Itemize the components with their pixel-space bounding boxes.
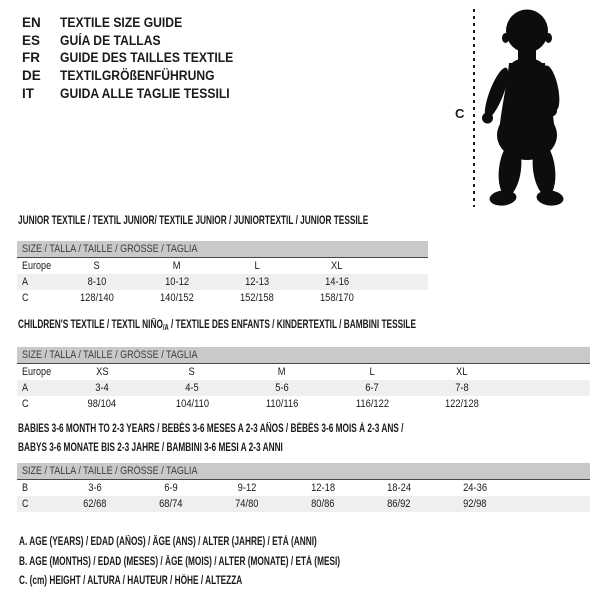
table-row-height xyxy=(17,290,428,306)
table-row-europe xyxy=(17,364,590,381)
junior-table-title: JUNIOR TEXTILE / TEXTIL JUNIOR/ TEXTILE JUNIOR / JUNIORTEXTIL / JUNIOR TESSILE xyxy=(18,215,369,227)
size-value: 12-18 xyxy=(311,482,335,494)
size-value: 116/122 xyxy=(355,398,389,410)
size-cell xyxy=(237,364,327,381)
children-title-text: CHILDREN'S TEXTILE / TEXTIL NIÑO xyxy=(18,319,163,331)
language-title: GUIDA ALLE TAGLIE TESSILI xyxy=(60,85,230,101)
baby-silhouette-icon xyxy=(478,7,574,209)
size-value: S xyxy=(188,366,196,378)
size-value: 24-36 xyxy=(463,482,487,494)
size-cell xyxy=(217,290,297,306)
row-label: C xyxy=(22,292,29,304)
row-label-cell xyxy=(17,258,57,275)
size-value: 12-13 xyxy=(245,276,269,288)
filler-cell xyxy=(513,480,590,497)
filler-cell xyxy=(513,496,590,512)
language-code: EN xyxy=(22,15,41,31)
junior-size-table xyxy=(17,241,428,306)
language-title: GUÍA DE TALLAS xyxy=(60,32,161,48)
babies-table-title xyxy=(18,420,403,458)
size-value: 6-9 xyxy=(164,482,178,494)
size-value: 80/86 xyxy=(311,498,335,510)
language-code: ES xyxy=(22,32,41,48)
language-row-en xyxy=(22,14,253,32)
size-cell xyxy=(147,380,237,396)
language-row-es xyxy=(22,32,253,50)
size-cell xyxy=(137,258,217,275)
filler-cell xyxy=(377,258,428,275)
size-cell xyxy=(237,380,327,396)
size-cell xyxy=(137,274,217,290)
babies-title-line2: BABYS 3-6 MONATE BIS 2-3 JAHRE / BAMBINI 3-6 MESI A 2-3 ANNI xyxy=(18,442,283,454)
size-cell xyxy=(57,480,133,497)
size-header-row xyxy=(17,347,590,364)
size-header-text: SIZE / TALLA / TAILLE / GRÖSSE / TAGLIA xyxy=(22,349,198,361)
size-value: 6-7 xyxy=(365,382,379,394)
size-cell xyxy=(209,496,285,512)
language-title: GUIDE DES TAILLES TEXTILE xyxy=(60,50,234,66)
size-value: 3-4 xyxy=(95,382,109,394)
table-row-europe xyxy=(17,258,428,275)
size-value: XS xyxy=(95,366,109,378)
language-code: DE xyxy=(22,68,41,84)
row-label: C xyxy=(22,498,29,510)
size-value: 68/74 xyxy=(159,498,183,510)
legend-block xyxy=(19,533,465,592)
size-value: 92/98 xyxy=(463,498,487,510)
size-header-bar xyxy=(17,463,590,480)
row-label: A xyxy=(22,382,29,394)
size-cell xyxy=(147,364,237,381)
size-cell xyxy=(147,396,237,412)
height-measure-label: C xyxy=(455,106,465,121)
size-cell xyxy=(57,496,133,512)
row-label-cell xyxy=(17,274,57,290)
size-cell xyxy=(361,496,437,512)
size-value: 62/68 xyxy=(83,498,107,510)
size-cell xyxy=(417,364,507,381)
size-cell xyxy=(209,480,285,497)
size-cell xyxy=(297,258,377,275)
legend-line-a: A. AGE (YEARS) / EDAD (AÑOS) / ÂGE (ANS) / ALTER (JAHRE) / ETÀ (ANNI) xyxy=(19,536,317,548)
size-value: 158/170 xyxy=(320,292,354,304)
size-cell xyxy=(133,480,209,497)
size-value: 98/104 xyxy=(87,398,117,410)
size-value: L xyxy=(369,366,375,378)
size-cell xyxy=(57,364,147,381)
size-value: XL xyxy=(331,260,343,272)
row-label: C xyxy=(22,398,29,410)
size-value: S xyxy=(93,260,101,272)
children-table-title xyxy=(18,319,416,332)
size-header-text: SIZE / TALLA / TAILLE / GRÖSSE / TAGLIA xyxy=(22,243,198,255)
size-cell xyxy=(57,380,147,396)
size-cell xyxy=(57,274,137,290)
size-cell xyxy=(327,396,417,412)
table-row-height xyxy=(17,496,590,512)
size-cell xyxy=(437,480,513,497)
size-value: M xyxy=(173,260,181,272)
row-label-cell xyxy=(17,380,57,396)
size-value: XL xyxy=(456,366,468,378)
size-cell xyxy=(57,290,137,306)
language-row-it xyxy=(22,84,253,102)
size-cell xyxy=(327,364,417,381)
row-label: Europe xyxy=(22,260,52,272)
table-row-height xyxy=(17,396,590,412)
size-cell xyxy=(297,290,377,306)
table-row-age xyxy=(17,380,590,396)
size-value: M xyxy=(278,366,286,378)
language-code: IT xyxy=(22,85,34,101)
size-value: 8-10 xyxy=(87,276,107,288)
language-row-de xyxy=(22,67,253,85)
size-cell xyxy=(297,274,377,290)
language-code: FR xyxy=(22,50,40,66)
size-value: L xyxy=(254,260,260,272)
size-cell xyxy=(437,496,513,512)
size-header-text: SIZE / TALLA / TAILLE / GRÖSSE / TAGLIA xyxy=(22,465,198,477)
size-value: 104/110 xyxy=(175,398,209,410)
filler-cell xyxy=(507,396,590,412)
size-header-bar xyxy=(17,347,590,364)
size-cell xyxy=(417,396,507,412)
children-title-subscript: /A xyxy=(162,323,169,332)
filler-cell xyxy=(507,380,590,396)
row-label: B xyxy=(22,482,29,494)
language-list xyxy=(22,14,253,102)
size-value: 4-5 xyxy=(185,382,199,394)
size-value: 128/140 xyxy=(80,292,114,304)
filler-cell xyxy=(507,364,590,381)
size-value: 9-12 xyxy=(237,482,257,494)
filler-cell xyxy=(377,274,428,290)
size-cell xyxy=(217,274,297,290)
size-value: 152/158 xyxy=(240,292,274,304)
size-value: 74/80 xyxy=(235,498,259,510)
size-value: 5-6 xyxy=(275,382,289,394)
row-label-cell xyxy=(17,290,57,306)
row-label: A xyxy=(22,276,29,288)
row-label-cell xyxy=(17,496,57,512)
size-cell xyxy=(217,258,297,275)
size-cell xyxy=(361,480,437,497)
size-value: 7-8 xyxy=(455,382,469,394)
table-row-months xyxy=(17,480,590,497)
children-title-text: / TEXTILE DES ENFANTS / KINDERTEXTIL / BAMBINI TESSILE xyxy=(168,319,417,331)
size-cell xyxy=(417,380,507,396)
size-value: 110/116 xyxy=(265,398,299,410)
size-value: 18-24 xyxy=(387,482,411,494)
size-value: 3-6 xyxy=(88,482,102,494)
size-cell xyxy=(137,290,217,306)
row-label-cell xyxy=(17,480,57,497)
language-title: TEXTILE SIZE GUIDE xyxy=(60,15,183,31)
size-header-bar xyxy=(17,241,428,258)
language-row-fr xyxy=(22,49,253,67)
size-value: 140/152 xyxy=(160,292,194,304)
size-value: 10-12 xyxy=(165,276,189,288)
legend-line-b: B. AGE (MONTHS) / EDAD (MESES) / ÂGE (MOIS) / ALTER (MONATE) / ETÀ (MESI) xyxy=(19,555,341,568)
row-label: Europe xyxy=(22,366,52,378)
size-cell xyxy=(133,496,209,512)
height-measure-dotted-line xyxy=(473,9,475,207)
babies-title-line1: BABIES 3-6 MONTH TO 2-3 YEARS / BEBÉS 3-6 MESES A 2-3 AÑOS / BÉBÉS 3-6 MOIS À 2-3 ANS / xyxy=(18,423,404,435)
size-cell xyxy=(57,396,147,412)
size-value: 122/128 xyxy=(445,398,479,410)
size-cell xyxy=(285,496,361,512)
size-header-row xyxy=(17,463,590,480)
size-cell xyxy=(237,396,327,412)
size-value: 86/92 xyxy=(387,498,411,510)
table-row-age xyxy=(17,274,428,290)
filler-cell xyxy=(377,290,428,306)
size-cell xyxy=(285,480,361,497)
babies-size-table xyxy=(17,463,590,512)
size-cell xyxy=(327,380,417,396)
row-label-cell xyxy=(17,396,57,412)
row-label-cell xyxy=(17,364,57,381)
legend-line-c: C. (cm) HEIGHT / ALTURA / HAUTEUR / HÖHE / ALTEZZA xyxy=(19,575,243,587)
size-cell xyxy=(57,258,137,275)
children-size-table xyxy=(17,347,590,412)
size-header-row xyxy=(17,241,428,258)
size-value: 14-16 xyxy=(325,276,349,288)
language-title: TEXTILGRÖßENFÜHRUNG xyxy=(60,68,215,84)
